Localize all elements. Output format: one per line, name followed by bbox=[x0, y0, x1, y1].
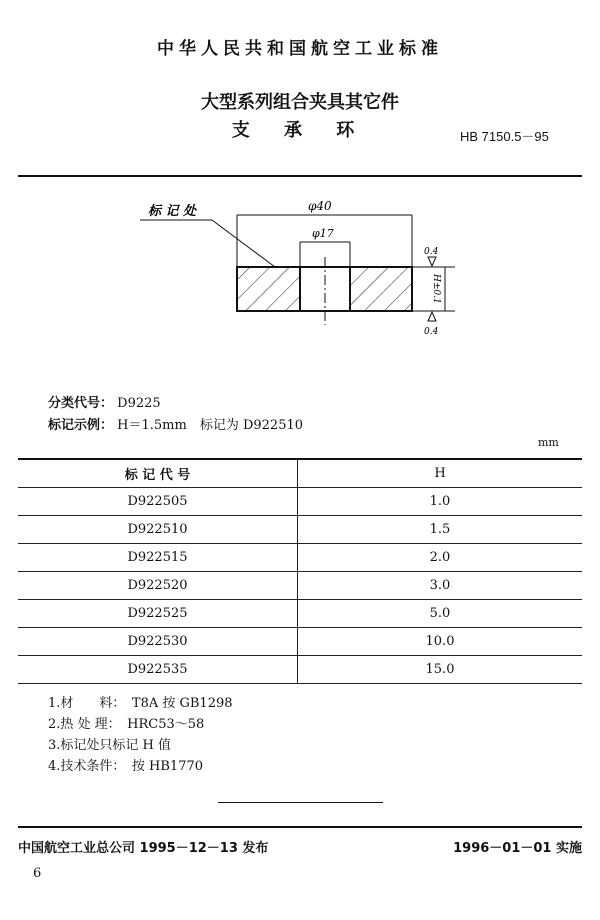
issuer: 中国航空工业总公司 1995－12－13 发布 bbox=[18, 841, 269, 856]
classification-value: D9225 bbox=[117, 396, 161, 411]
h-value: 5.0 bbox=[298, 600, 583, 628]
height-label: H±0.1 bbox=[431, 274, 441, 304]
classification-label: 分类代号： bbox=[48, 396, 114, 411]
mark-label: 标 记 处 bbox=[148, 204, 197, 219]
page-number: 6 bbox=[33, 866, 42, 881]
roughness-top: 0.4 bbox=[424, 247, 439, 257]
note-1: 1.材 料： T8A 按 GB1298 bbox=[48, 696, 233, 711]
table-row bbox=[18, 488, 582, 516]
mark-code: D922525 bbox=[18, 600, 298, 628]
h-value: 15.0 bbox=[298, 656, 583, 684]
h-value: 1.5 bbox=[298, 516, 583, 544]
h-value: 2.0 bbox=[298, 544, 583, 572]
header-code: 标 记 代 号 bbox=[18, 459, 298, 488]
h-value: 1.0 bbox=[298, 488, 583, 516]
h-value: 3.0 bbox=[298, 572, 583, 600]
note-3: 3.标记处只标记 H 值 bbox=[48, 738, 172, 753]
header-rule bbox=[18, 175, 582, 177]
marking-example-label: 标记示例： bbox=[48, 418, 114, 433]
end-rule bbox=[218, 802, 383, 803]
header-h: H bbox=[298, 459, 583, 488]
table-header bbox=[18, 459, 582, 488]
roughness-bottom: 0.4 bbox=[424, 327, 439, 337]
effective-date: 1996－01－01 实施 bbox=[453, 841, 582, 856]
h-value: 10.0 bbox=[298, 628, 583, 656]
mark-code: D922520 bbox=[18, 572, 298, 600]
marking-example-value: H＝1.5mm 标记为 D922510 bbox=[117, 418, 304, 433]
unit-label: mm bbox=[538, 436, 559, 449]
part-name: 支 承 环 bbox=[231, 120, 369, 141]
table-row bbox=[18, 544, 582, 572]
spec-table bbox=[18, 458, 582, 684]
mark-code: D922510 bbox=[18, 516, 298, 544]
table-row bbox=[18, 628, 582, 656]
standard-title: 中华人民共和国航空工业标准 bbox=[157, 39, 443, 59]
classification-line bbox=[48, 392, 161, 411]
marking-example-line bbox=[48, 414, 303, 433]
mark-code: D922535 bbox=[18, 656, 298, 684]
mark-code: D922515 bbox=[18, 544, 298, 572]
part-drawing bbox=[0, 180, 600, 350]
mark-code: D922530 bbox=[18, 628, 298, 656]
note-2: 2.热 处 理： HRC53～58 bbox=[48, 717, 205, 732]
standard-code: HB 7150.5－95 bbox=[460, 129, 549, 144]
inner-diameter-label: φ17 bbox=[312, 227, 334, 240]
table-row bbox=[18, 656, 582, 684]
outer-diameter-label: φ40 bbox=[308, 199, 332, 213]
document-subtitle: 大型系列组合夹具其它件 bbox=[201, 92, 399, 113]
footer-rule bbox=[18, 826, 582, 828]
table-row bbox=[18, 572, 582, 600]
table-row bbox=[18, 600, 582, 628]
table-row bbox=[18, 516, 582, 544]
mark-code: D922505 bbox=[18, 488, 298, 516]
note-4: 4.技术条件： 按 HB1770 bbox=[48, 759, 204, 774]
